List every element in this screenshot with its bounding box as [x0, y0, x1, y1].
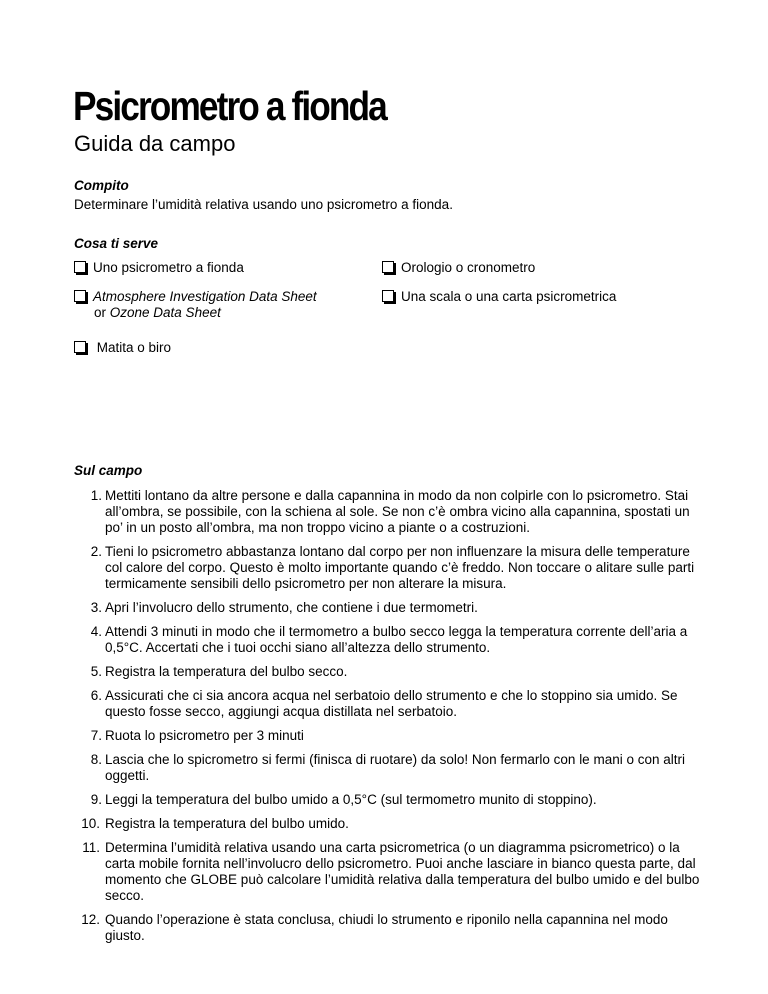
- step-item: 6. Assicurati che ci sia ancora acqua nel serbatoio dello strumento e che lo stoppino sia umido. Se questo fosse secco, aggiungi acqua distillata nel serbatoio.: [90, 688, 678, 719]
- checklist-item: Una scala o una carta psicrometrica: [382, 289, 616, 305]
- step-item: 5. Registra la temperatura del bulbo secco.: [90, 664, 348, 679]
- checklist-item: Matita o biro: [74, 340, 171, 356]
- page-subtitle: Guida da campo: [74, 131, 236, 156]
- step-item: 8. Lascia che lo spicrometro si fermi (finisca di ruotare) da solo! Non fermarlo con le mani o con altri oggetti.: [90, 752, 685, 783]
- step-item: 12. Quando l’operazione è stata conclusa, chiudi lo strumento e riponilo nella capannina nel modo giusto.: [81, 912, 668, 943]
- task-text: Determinare l’umidità relativa usando uno psicrometro a fionda.: [74, 197, 453, 212]
- step-item: 4. Attendi 3 minuti in modo che il termometro a bulbo secco legga la temperatura corrente dell’aria a 0,5°C. Accertati che i tuoi occhi siano all’altezza dello strumento.: [90, 624, 688, 655]
- checkbox-icon: [382, 290, 394, 302]
- checklist-item: Orologio o cronometro: [382, 260, 535, 276]
- checkbox-icon: [74, 261, 86, 273]
- field-heading: Sul campo: [74, 463, 143, 478]
- checkbox-icon: [74, 341, 86, 353]
- page-title: Psicrometro a fionda: [73, 83, 386, 129]
- steps-list: [74, 488, 704, 952]
- checklist-item: Uno psicrometro a fionda: [74, 260, 244, 276]
- step-item: 7. Ruota lo psicrometro per 3 minuti: [90, 728, 304, 743]
- step-item: 3. Apri l’involucro dello strumento, che contiene i due termometri.: [90, 600, 478, 615]
- step-item: 10. Registra la temperatura del bulbo umido.: [81, 816, 349, 831]
- step-item: 1. Mettiti lontano da altre persone e dalla capannina in modo da non colpirle con lo psicrometro. Stai all’ombra, se possibile, con la schiena al sole. Se non c’è ombra vicino alla capannina, spostati un po’ in un posto all’ombra, ma non troppo vicino a piante o a costruzioni.: [90, 488, 690, 535]
- step-item: 9. Leggi la temperatura del bulbo umido a 0,5°C (sul termometro munito di stoppino).: [90, 792, 597, 807]
- step-item: 11. Determina l’umidità relativa usando una carta psicrometrica (o un diagramma psicrometrico) o la carta mobile fornita nell’involucro dello psicrometro. Puoi anche lasciare in bianco questa parte, dal momento che GLOBE può calcolare l’umidità relativa dalla temperatura del bulbo umido e del bulbo secco.: [82, 840, 700, 903]
- checklist-item: Atmosphere Investigation Data Sheet or Ozone Data Sheet: [74, 289, 317, 321]
- task-heading: Compito: [74, 178, 129, 193]
- step-item: 2. Tieni lo psicrometro abbastanza lontano dal corpo per non influenzare la misura delle temperature col calore del corpo. Questo è molto importante quando c’è freddo. Non toccare o alitare sulle parti termicamente sensibili dello psicrometro per non alterare la misura.: [90, 544, 695, 591]
- checkbox-icon: [382, 261, 394, 273]
- checkbox-icon: [74, 290, 86, 302]
- needs-heading: Cosa ti serve: [74, 236, 159, 251]
